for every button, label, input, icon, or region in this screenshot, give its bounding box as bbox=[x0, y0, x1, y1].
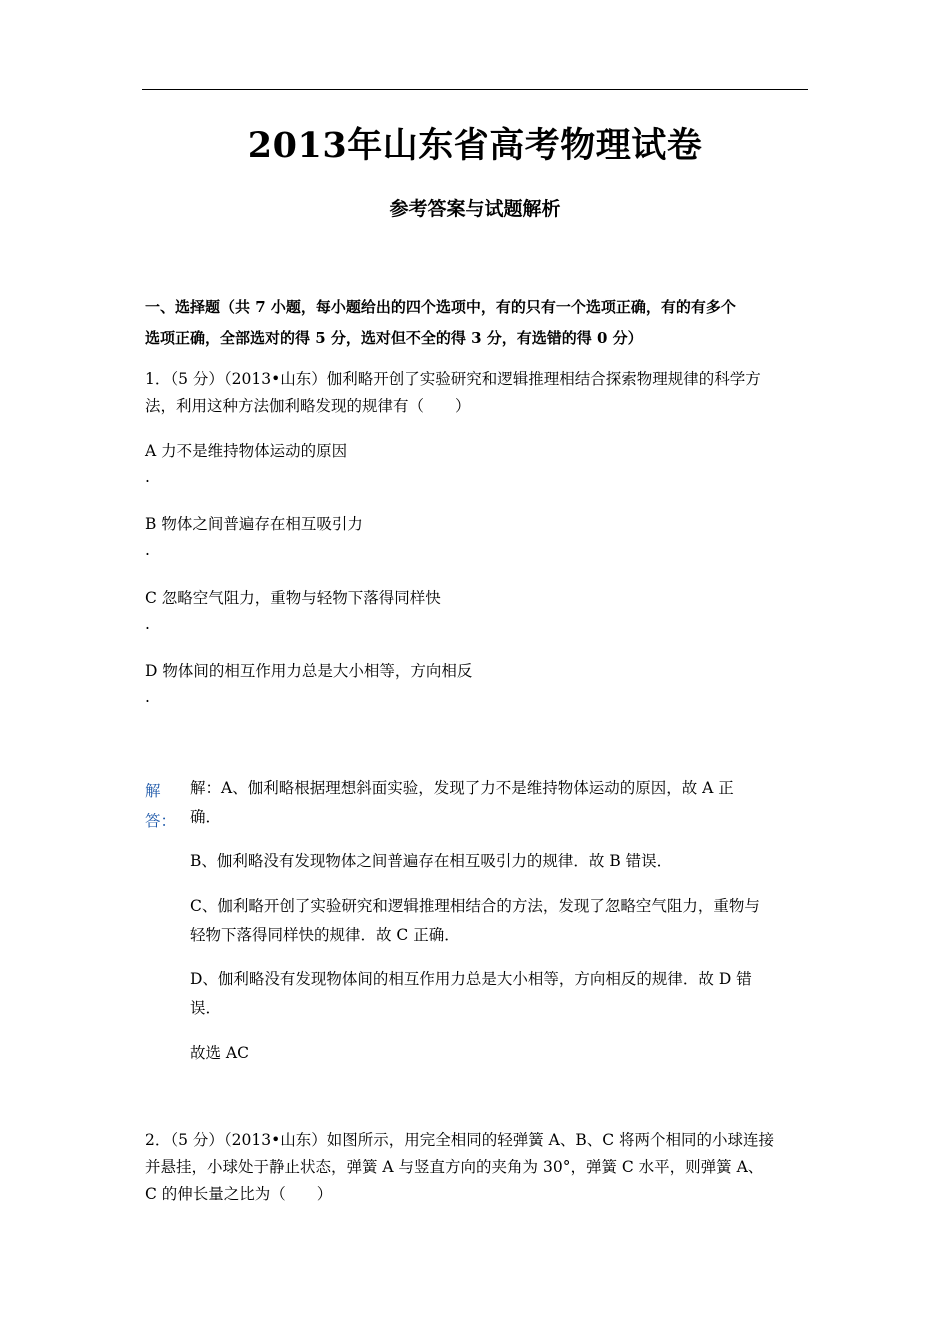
option-text: D 物体间的相互作用力总是大小相等，方向相反 bbox=[145, 662, 473, 680]
solution-label-line: 解 bbox=[145, 782, 161, 800]
solution-line: 故选 AC bbox=[190, 1044, 249, 1062]
question-1-stem bbox=[145, 366, 810, 420]
option-dot: . bbox=[145, 468, 150, 486]
solution-a bbox=[190, 774, 810, 832]
section-heading-line: 选项正确，全部选对的得 5 分，选对但不全的得 3 分，有选错的得 0 分） bbox=[145, 329, 643, 347]
option-text: C 忽略空气阻力，重物与轻物下落得同样快 bbox=[145, 589, 441, 607]
solution-line: 轻物下落得同样快的规律．故 C 正确． bbox=[190, 926, 460, 944]
solution-conclusion bbox=[190, 1039, 810, 1068]
solution-d bbox=[190, 965, 810, 1023]
solution-b bbox=[190, 847, 810, 876]
page-subtitle: 参考答案与试题解析 bbox=[389, 198, 561, 220]
solution-line: B、伽利略没有发现物体之间普遍存在相互吸引力的规律．故 B 错误． bbox=[190, 852, 673, 870]
section-heading bbox=[145, 292, 810, 354]
solution-line: D、伽利略没有发现物体间的相互作用力总是大小相等，方向相反的规律．故 D 错 bbox=[190, 970, 752, 988]
option-dot: . bbox=[145, 541, 150, 559]
option-text: A 力不是维持物体运动的原因 bbox=[145, 442, 348, 460]
question-line: 法，利用这种方法伽利略发现的规律有（ ） bbox=[145, 397, 471, 415]
solution-label bbox=[145, 776, 181, 836]
option-c bbox=[145, 585, 810, 636]
question-line: C 的伸长量之比为（ ） bbox=[145, 1185, 333, 1203]
option-text: B 物体之间普遍存在相互吸引力 bbox=[145, 515, 363, 533]
page-title: 2013年山东省高考物理试卷 bbox=[247, 125, 703, 166]
question-line: 2．（5 分）（2013•山东）如图所示，用完全相同的轻弹簧 A、B、C 将两个相同的小球连接 bbox=[145, 1131, 775, 1149]
option-d bbox=[145, 658, 810, 709]
solution-line: C、伽利略开创了实验研究和逻辑推理相结合的方法，发现了忽略空气阻力，重物与 bbox=[190, 897, 760, 915]
solution-line: 确． bbox=[190, 808, 222, 826]
question-line: 1．（5 分）（2013•山东）伽利略开创了实验研究和逻辑推理相结合探索物理规律的科学方 bbox=[145, 370, 761, 388]
solution-line: 误． bbox=[190, 999, 222, 1017]
section-heading-line: 一、选择题（共 7 小题，每小题给出的四个选项中，有的只有一个选项正确，有的有多个 bbox=[145, 298, 736, 316]
option-a bbox=[145, 438, 810, 489]
option-b bbox=[145, 511, 810, 562]
question-line: 并悬挂，小球处于静止状态，弹簧 A 与竖直方向的夹角为 30°，弹簧 C 水平，则弹簧 A、 bbox=[145, 1158, 764, 1176]
option-dot: . bbox=[145, 615, 150, 633]
solution-c bbox=[190, 892, 810, 950]
header-rule bbox=[142, 89, 808, 90]
solution-line: 解：A、伽利略根据理想斜面实验，发现了力不是维持物体运动的原因，故 A 正 bbox=[190, 779, 734, 797]
solution-label-line: 答： bbox=[145, 812, 177, 830]
question-2-stem bbox=[145, 1127, 810, 1208]
option-dot: . bbox=[145, 688, 150, 706]
